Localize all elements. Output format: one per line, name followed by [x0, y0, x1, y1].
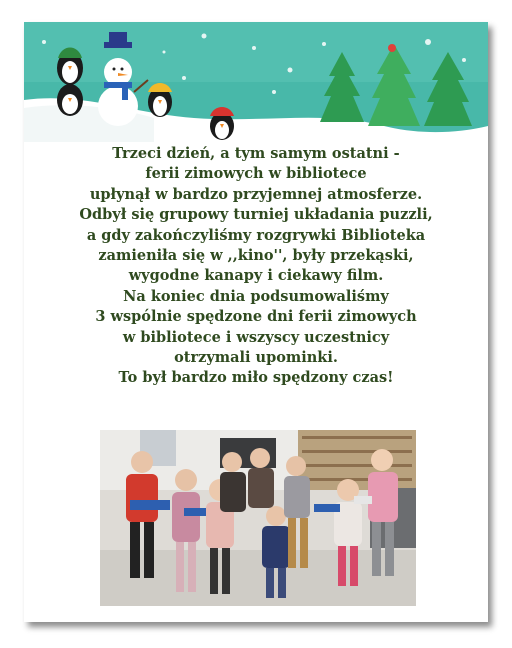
announcement-line: Na koniec dnia podsumowaliśmy	[123, 287, 389, 305]
announcement-line: wygodne kanapy i ciekawy film.	[128, 267, 384, 285]
announcement-line: Trzeci dzień, a tym samym ostatni -	[112, 145, 400, 162]
announcement-line: otrzymali upominki.	[174, 349, 338, 367]
announcement-line: ferii zimowych w bibliotece	[145, 165, 367, 183]
announcement-line: 3 wspólnie spędzone dni ferii zimowych	[95, 308, 417, 326]
announcement-line: To był bardzo miło spędzony czas!	[118, 369, 394, 387]
announcement-line: w bibliotece i wszyscy uczestnicy	[122, 328, 390, 346]
announcement-line: a gdy zakończyliśmy rozgrywki Biblioteka	[86, 226, 426, 244]
announcement-line: zamieniła się w ,,kino'', były przekąski,	[98, 247, 414, 265]
pine-tree-icon	[320, 44, 472, 126]
poster-card	[24, 22, 488, 622]
group-photo-image	[100, 430, 416, 606]
group-photo	[100, 430, 416, 606]
announcement-text	[24, 144, 488, 389]
announcement-line: upłynął w bardzo przyjemnej atmosferze.	[89, 185, 423, 203]
announcement-line: Odbył się grupowy turniej układania puzzli,	[79, 206, 433, 224]
winter-banner	[24, 22, 488, 142]
